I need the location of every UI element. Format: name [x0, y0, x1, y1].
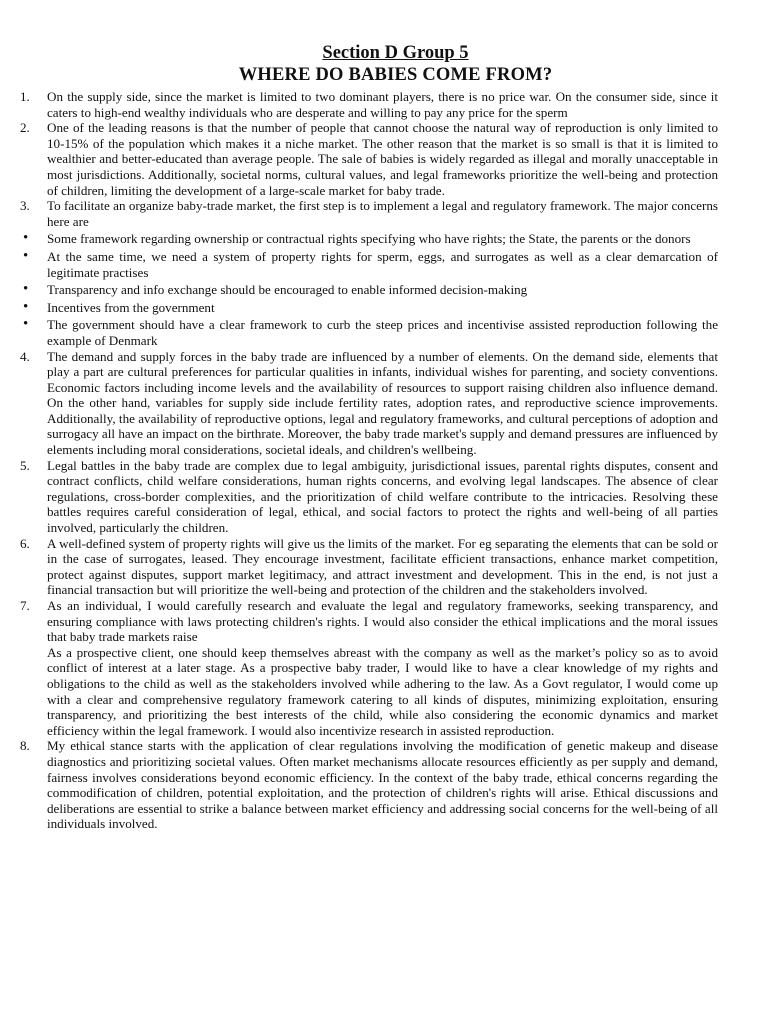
bullet-marker: • — [23, 247, 29, 264]
bullet-item — [23, 230, 718, 247]
item-text: A well-defined system of property rights will give us the limits of the market. For eg separating the elements that can be sold or in the case of surrogates, leased. They encourage investment, facilitate efficient transactions, enhance market competition, protect against disputes, support market legitimacy, and attract investment and development. This in the end, is not just a financial transaction but will prioritize the well-being and protection of the children and the stakeholders involved. — [47, 535, 718, 598]
numbered-item — [20, 598, 718, 738]
item-number: 2. — [20, 120, 30, 136]
bullet-marker: • — [23, 316, 29, 333]
item-text: The demand and supply forces in the baby trade are influenced by a number of elements. On the demand side, elements that play a part are cultural preferences for particular qualities in infants, individual wishes for parenting, and society conventions. Economic factors including income levels and the availability of resources to support raising children also influence demand. On the other hand, variables for supply side include fertility rates, adoption rates, and reproductive science improvements. Additionally, the availability of reproductive options, legal and regulatory frameworks, and cultural perceptions of adoption and surrogacy all have an impact on the birthrate. Moreover, the baby trade market's supply and demand pressures are influenced by elements including moral considerations, societal ideals, and children's wellbeing. — [47, 348, 718, 458]
bullet-item — [23, 281, 718, 298]
item-number: 3. — [20, 198, 30, 214]
bullet-item — [23, 247, 718, 280]
bullet-marker: • — [23, 230, 29, 247]
item-text: Incentives from the government — [47, 299, 215, 315]
item-text: One of the leading reasons is that the number of people that cannot choose the natural way of reproduction is only limited to 10-15% of the population which makes it a niche market. The other reason that the market is so small is that it is limited to wealthier and better-educated than average people. The sale of babies is widely regarded as illegal and morally unacceptable in most jurisdictions. Additionally, societal norms, cultural values, and legal frameworks prioritize the well-being and protection of children, limiting the development of a large-scale market for baby trade. — [47, 120, 718, 198]
item-text: Some framework regarding ownership or contractual rights specifying who have rights; the State, the parents or the donors — [47, 231, 691, 247]
item-text: To facilitate an organize baby-trade market, the first step is to implement a legal and regulatory framework. The major concerns here are — [47, 198, 718, 229]
numbered-item — [20, 120, 718, 198]
item-number: 7. — [20, 598, 30, 613]
numbered-item — [20, 457, 718, 536]
bullet-item — [23, 316, 718, 348]
item-number: 4. — [20, 348, 30, 364]
item-number: 6. — [20, 535, 30, 551]
document-title: WHERE DO BABIES COME FROM? — [238, 65, 553, 85]
bullet-marker: • — [23, 298, 29, 315]
item-number: 5. — [20, 457, 30, 473]
bullet-item — [23, 298, 718, 316]
numbered-item — [20, 198, 718, 229]
numbered-item — [20, 348, 718, 458]
item-text: The government should have a clear framework to curb the steep prices and incentivise assisted reproduction following the example of Denmark — [47, 317, 718, 348]
item-number: 8. — [20, 738, 30, 754]
item-continuation: As a prospective client, one should keep themselves abreast with the company as well as the market’s policy so as to avoid conflict of interest at a later stage. As a prospective baby trader, I would like to have a clear knowledge of my rights and obligations to the child as well as the stakeholders involved while adhering to the law. As a Govt regulator, I would come up with a clear and comprehensive regulatory framework catering to all kinds of disputes, minimizing exploitation, ensuring transparency, and prioritizing the best interests of the child, while also considering the economic dynamics and market efficiency within the legal framework. I would also incentivize research in assisted reproduction. — [47, 644, 718, 738]
item-text: My ethical stance starts with the application of clear regulations involving the modification of genetic makeup and disease diagnostics and prioritizing societal values. Often market mechanisms allocate resources efficiently as per supply and demand, fairness involves considerations beyond economic efficiency. In the context of the baby trade, ethical concerns regarding the commodification of children, potential exploitation, and the protection of children's rights will arise. Ethical discussions and deliberations are essential to strike a balance between market efficiency and addressing social concerns for the well-being of all individuals involved. — [47, 738, 718, 832]
section-heading: Section D Group 5 — [322, 43, 469, 63]
numbered-item — [20, 738, 718, 832]
item-text: Legal battles in the baby trade are complex due to legal ambiguity, jurisdictional issues, parental rights disputes, consent and contract conflicts, child welfare considerations, human rights concerns, and evolving legal landscapes. The absence of clear regulations, cross-border complexities, and the prioritization of child welfare contribute to the intricacies. Resolving these battles requires careful consideration of legal, ethical, and social factors to protect the rights and well-being of all parties involved, particularly the children. — [47, 457, 718, 536]
item-text: As an individual, I would carefully research and evaluate the legal and regulatory frameworks, seeking transparency, and ensuring compliance with laws protecting children's rights. I would also consider the ethical implications and the moral issues that baby trade markets raise — [47, 598, 718, 645]
answer-list — [20, 89, 718, 832]
bullet-marker: • — [23, 281, 29, 298]
numbered-item — [20, 535, 718, 598]
item-text: At the same time, we need a system of property rights for sperm, eggs, and surrogates as well as a clear demarcation of legitimate practises — [47, 248, 718, 280]
item-text: On the supply side, since the market is limited to two dominant players, there is no price war. On the consumer side, since it caters to high-end wealthy individuals who are desperate and willing to pay any price for the sperm — [47, 89, 718, 120]
item-number: 1. — [20, 89, 30, 104]
item-text: Transparency and info exchange should be encouraged to enable informed decision-making — [47, 282, 528, 298]
numbered-item — [20, 89, 718, 120]
